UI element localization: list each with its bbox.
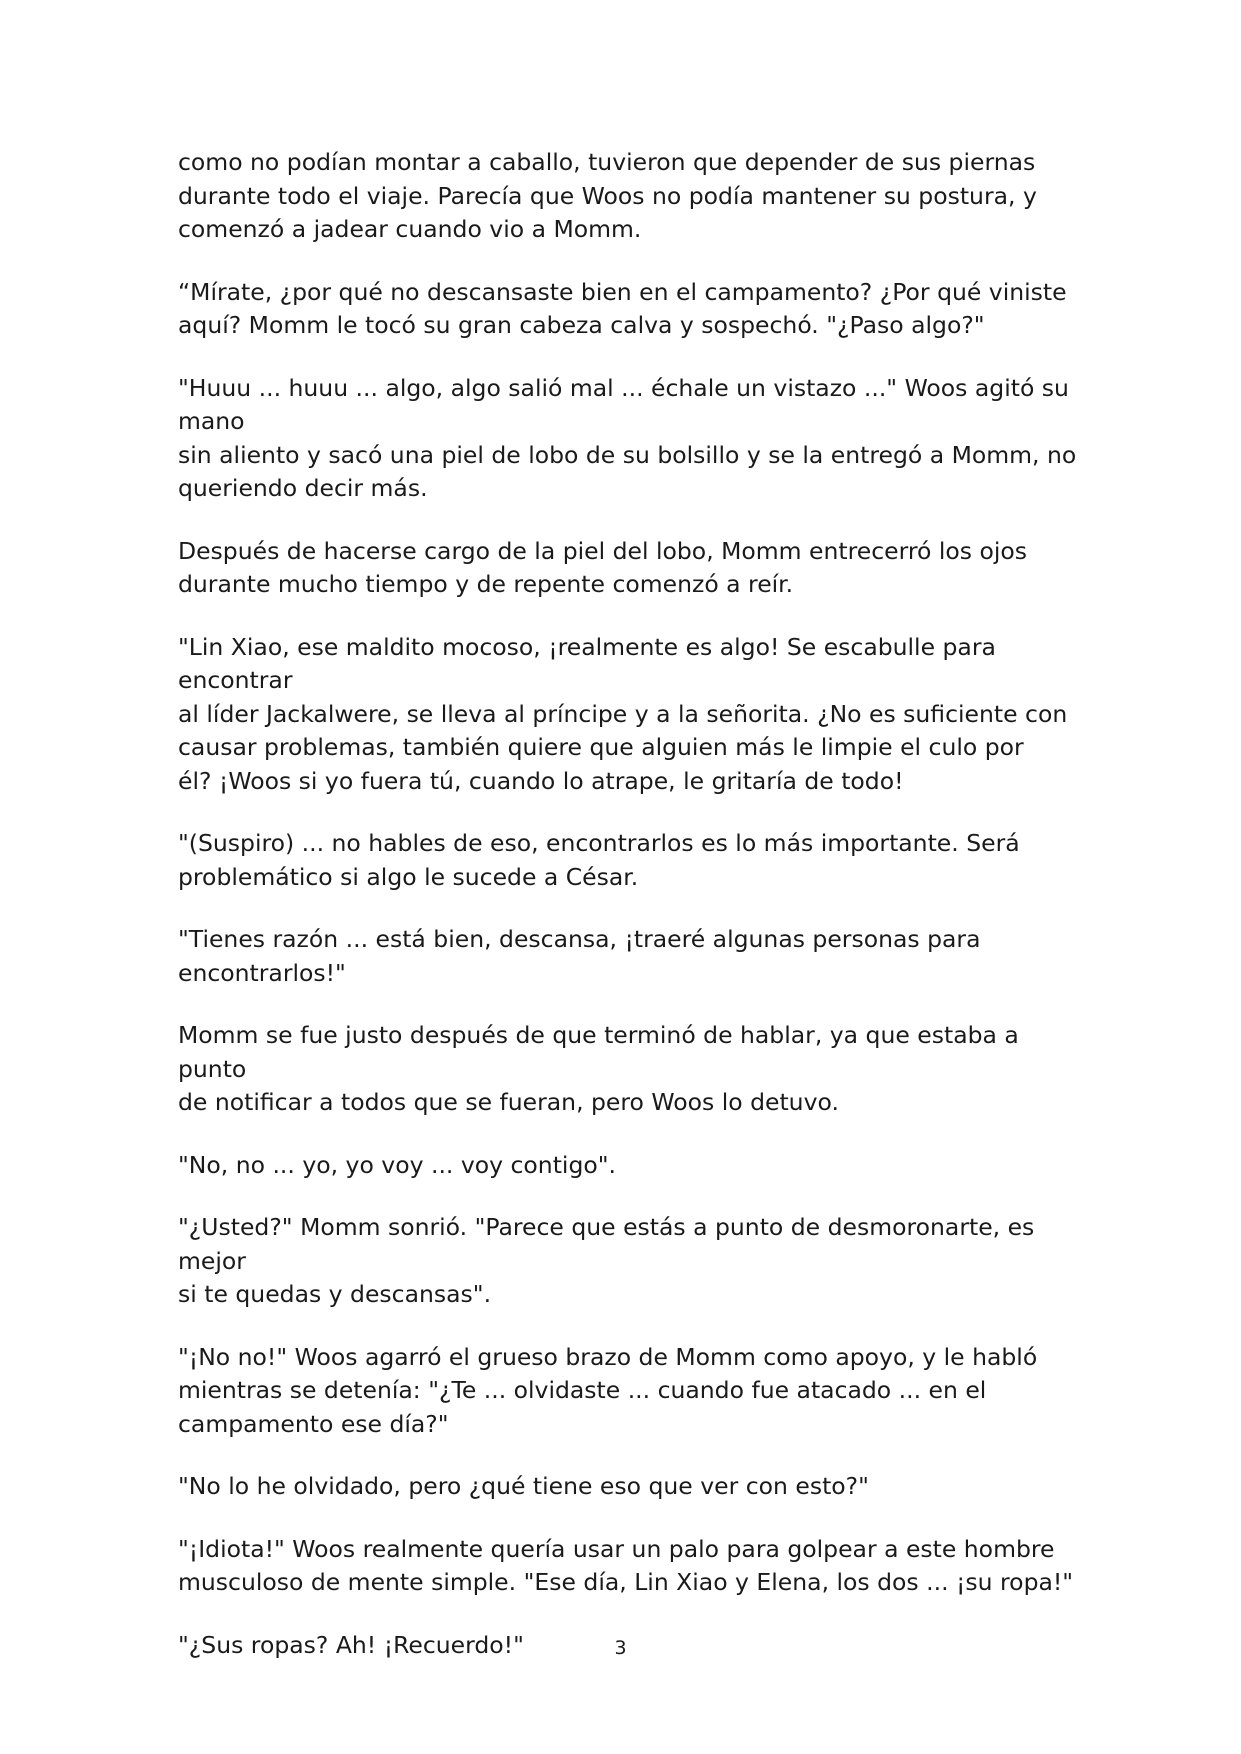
paragraph: Momm se fue justo después de que terminó de hablar, ya que estaba a punto de notificar a todos que se fueran, pero Woos lo detuvo. — [178, 1021, 1019, 1116]
paragraph: "No lo he olvidado, pero ¿qué tiene eso que ver con esto?" — [178, 1472, 869, 1500]
paragraph: "Tienes razón ... está bien, descansa, ¡traeré algunas personas para encontrarlos!" — [178, 925, 981, 987]
paragraph: "Lin Xiao, ese maldito mocoso, ¡realmente es algo! Se escabulle para encontrar al líder Jackalwere, se lleva al príncipe y a la señorita. ¿No es suficiente con causar problemas, también quiere que alguien más le limpie el culo por él? ¡Woos si yo fuera tú, cuando lo atrape, le gritaría de todo! — [178, 632, 1068, 795]
paragraph: Después de hacerse cargo de la piel del lobo, Momm entrecerró los ojos durante mucho tiempo y de repente comenzó a reír. — [178, 536, 1027, 598]
paragraph: como no podían montar a caballo, tuvieron que depender de sus piernas durante todo el viaje. Parecía que Woos no podía mantener su postura, y comenzó a jadear cuando vio a Momm. — [178, 148, 1037, 243]
paragraph: “Mírate, ¿por qué no descansaste bien en el campamento? ¿Por qué viniste aquí? Momm le tocó su gran cabeza calva y sospechó. "¿Paso algo?" — [178, 277, 1067, 339]
paragraph: "(Suspiro) ... no hables de eso, encontrarlos es lo más importante. Será problemático si algo le sucede a César. — [178, 829, 1020, 891]
paragraph: "No, no ... yo, yo voy ... voy contigo". — [178, 1150, 617, 1179]
page-number: 3 — [614, 1637, 627, 1659]
paragraph: "¡Idiota!" Woos realmente quería usar un palo para golpear a este hombre musculoso de mente simple. "Ese día, Lin Xiao y Elena, los dos ... ¡su ropa!" — [178, 1534, 1074, 1596]
paragraph: "¿Usted?" Momm sonrió. "Parece que estás a punto de desmoronarte, es mejor si te quedas y descansas". — [178, 1213, 1035, 1308]
paragraph: "¡No no!" Woos agarró el grueso brazo de Momm como apoyo, y le habló mientras se detenía: "¿Te ... olvidaste ... cuando fue atacado ... en el campamento ese día?" — [178, 1342, 1038, 1438]
paragraph: "¿Sus ropas? Ah! ¡Recuerdo!" — [178, 1630, 524, 1659]
page-body-text — [178, 146, 1088, 1691]
paragraph: "Huuu ... huuu ... algo, algo salió mal ... échale un vistazo ..." Woos agitó su mano sin aliento y sacó una piel de lobo de su bolsillo y se la entregó a Momm, no queriendo decir más. — [178, 373, 1077, 502]
